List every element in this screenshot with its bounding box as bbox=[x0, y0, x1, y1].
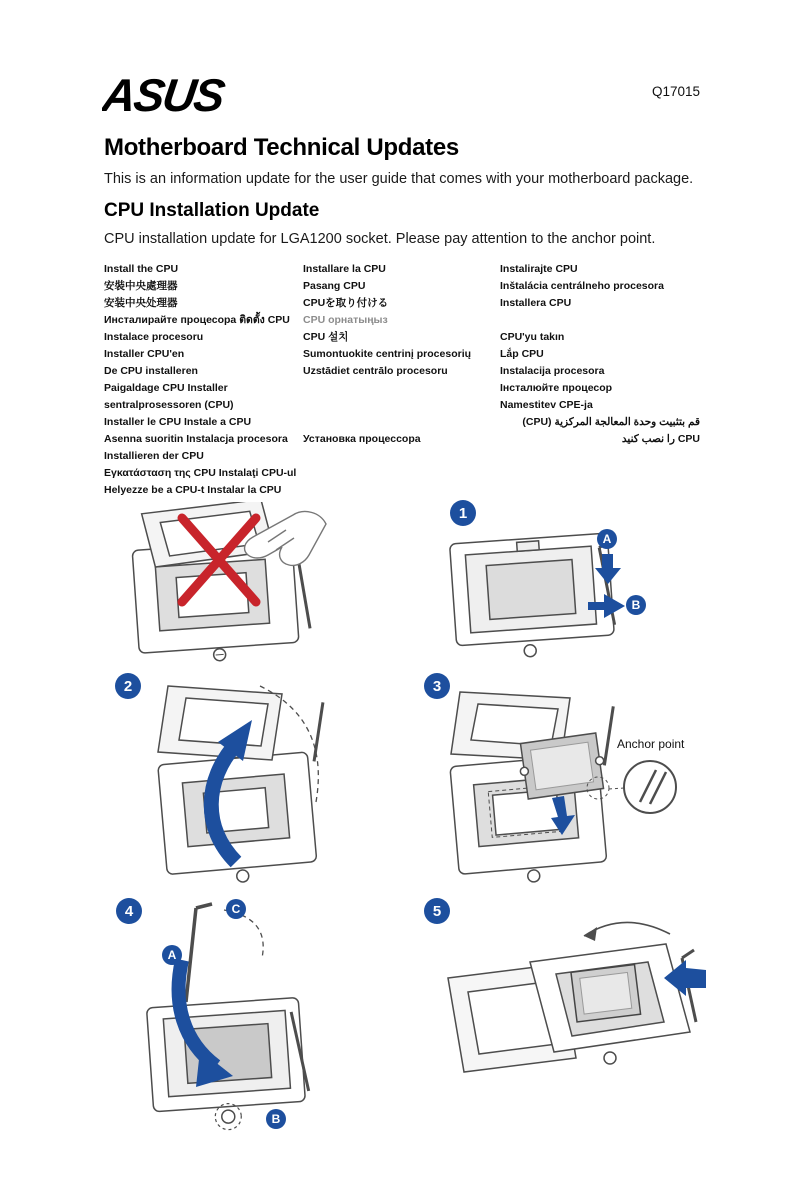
figure-incorrect-handling bbox=[118, 502, 343, 667]
socket-illustration bbox=[147, 904, 311, 1135]
translation-line: Namestitev CPE-ja bbox=[500, 399, 593, 411]
label-b-step4-badge: B bbox=[266, 1109, 286, 1129]
translation-line: Instalacija procesora bbox=[500, 365, 605, 377]
translation-line: Pasang CPU bbox=[303, 280, 366, 292]
page-intro: This is an information update for the user guide that comes with your motherboard package. bbox=[104, 171, 694, 187]
cpu-chip bbox=[571, 965, 641, 1022]
translation-line: Installer CPU'en bbox=[104, 348, 185, 360]
translation-line: Uzstādiet centrālo procesoru bbox=[303, 365, 448, 377]
translation-line: Instalace procesoru bbox=[104, 331, 204, 343]
step-5-badge: 5 bbox=[424, 898, 450, 924]
figure-step-5 bbox=[438, 900, 708, 1115]
label-a-step1-badge: A bbox=[597, 529, 617, 549]
translations-column-1 bbox=[104, 261, 301, 499]
cpu-chip bbox=[517, 732, 608, 799]
anchor-point-label: Anchor point bbox=[617, 737, 685, 751]
translation-line: Asenna suoritin Instalacja procesora bbox=[104, 433, 288, 445]
socket-illustration bbox=[448, 922, 696, 1072]
translation-line: Lắp CPU bbox=[500, 348, 544, 360]
lever-icon bbox=[186, 908, 196, 1002]
translation-line: Installer le CPU Instale a CPU bbox=[104, 416, 252, 428]
translations-column-2 bbox=[303, 261, 499, 448]
translation-line: Installera CPU bbox=[500, 297, 572, 309]
step-1-badge: 1 bbox=[450, 500, 476, 526]
translation-line: Inštalácia centrálneho procesora bbox=[500, 280, 664, 292]
translation-line: CPUを取り付ける bbox=[303, 297, 389, 309]
translation-line: قم بتثبيت وحدة المعالجة المركزية (CPU) bbox=[522, 416, 700, 428]
label-b-step1-badge: B bbox=[626, 595, 646, 615]
figure-step-2 bbox=[140, 680, 350, 885]
step-3-badge: 3 bbox=[424, 673, 450, 699]
page-title: Motherboard Technical Updates bbox=[104, 134, 459, 161]
translation-line: Instalirajte CPU bbox=[500, 263, 578, 275]
translation-line: Helyezze be a CPU-t Instalar la CPU bbox=[104, 484, 282, 496]
translation-line: Инсталирайте процесора ติดตั้ง CPU bbox=[104, 314, 290, 326]
translation-line: Установка процессора bbox=[303, 433, 421, 445]
translation-line: 安装中央处理器 bbox=[104, 297, 178, 309]
socket-illustration bbox=[154, 686, 338, 885]
translation-line: Εγκατάσταση της CPU Instalaţi CPU-ul bbox=[104, 467, 297, 479]
translation-line: Paigaldage CPU Installer sentralprosessoren (CPU) bbox=[104, 382, 234, 411]
translation-line: De CPU installeren bbox=[104, 365, 198, 377]
magnifier-circle bbox=[624, 761, 676, 813]
translation-line: CPU را نصب كنيد bbox=[621, 433, 700, 445]
translation-line: CPU'yu takın bbox=[500, 331, 565, 343]
step-2-badge: 2 bbox=[115, 673, 141, 699]
figure-step-3 bbox=[440, 680, 710, 885]
asus-logo-text: ASUS bbox=[102, 74, 227, 120]
translation-line: Інсталюйте процесор bbox=[500, 382, 613, 394]
translations-column-3 bbox=[500, 261, 700, 448]
translation-line: Installieren der CPU bbox=[104, 450, 204, 462]
translation-line: Sumontuokite centrinį procesorių bbox=[303, 348, 472, 360]
translation-line: Install the CPU bbox=[104, 263, 179, 275]
figure-step-4 bbox=[140, 900, 350, 1145]
socket-illustration bbox=[450, 533, 620, 662]
translation-line: 安裝中央處理器 bbox=[104, 280, 178, 292]
section-intro: CPU installation update for LGA1200 socket. Please pay attention to the anchor point. bbox=[104, 231, 656, 247]
section-title: CPU Installation Update bbox=[104, 200, 320, 221]
document-code: Q17015 bbox=[651, 84, 700, 99]
step-4-badge: 4 bbox=[116, 898, 142, 924]
translation-line: CPU 설치 bbox=[303, 331, 349, 343]
label-a-step4-badge: A bbox=[162, 945, 182, 965]
translation-line: Installare la CPU bbox=[303, 263, 386, 275]
label-c-step4-badge: C bbox=[226, 899, 246, 919]
translation-line: CPU орнатыңыз bbox=[303, 314, 388, 326]
asus-logo bbox=[102, 74, 272, 120]
